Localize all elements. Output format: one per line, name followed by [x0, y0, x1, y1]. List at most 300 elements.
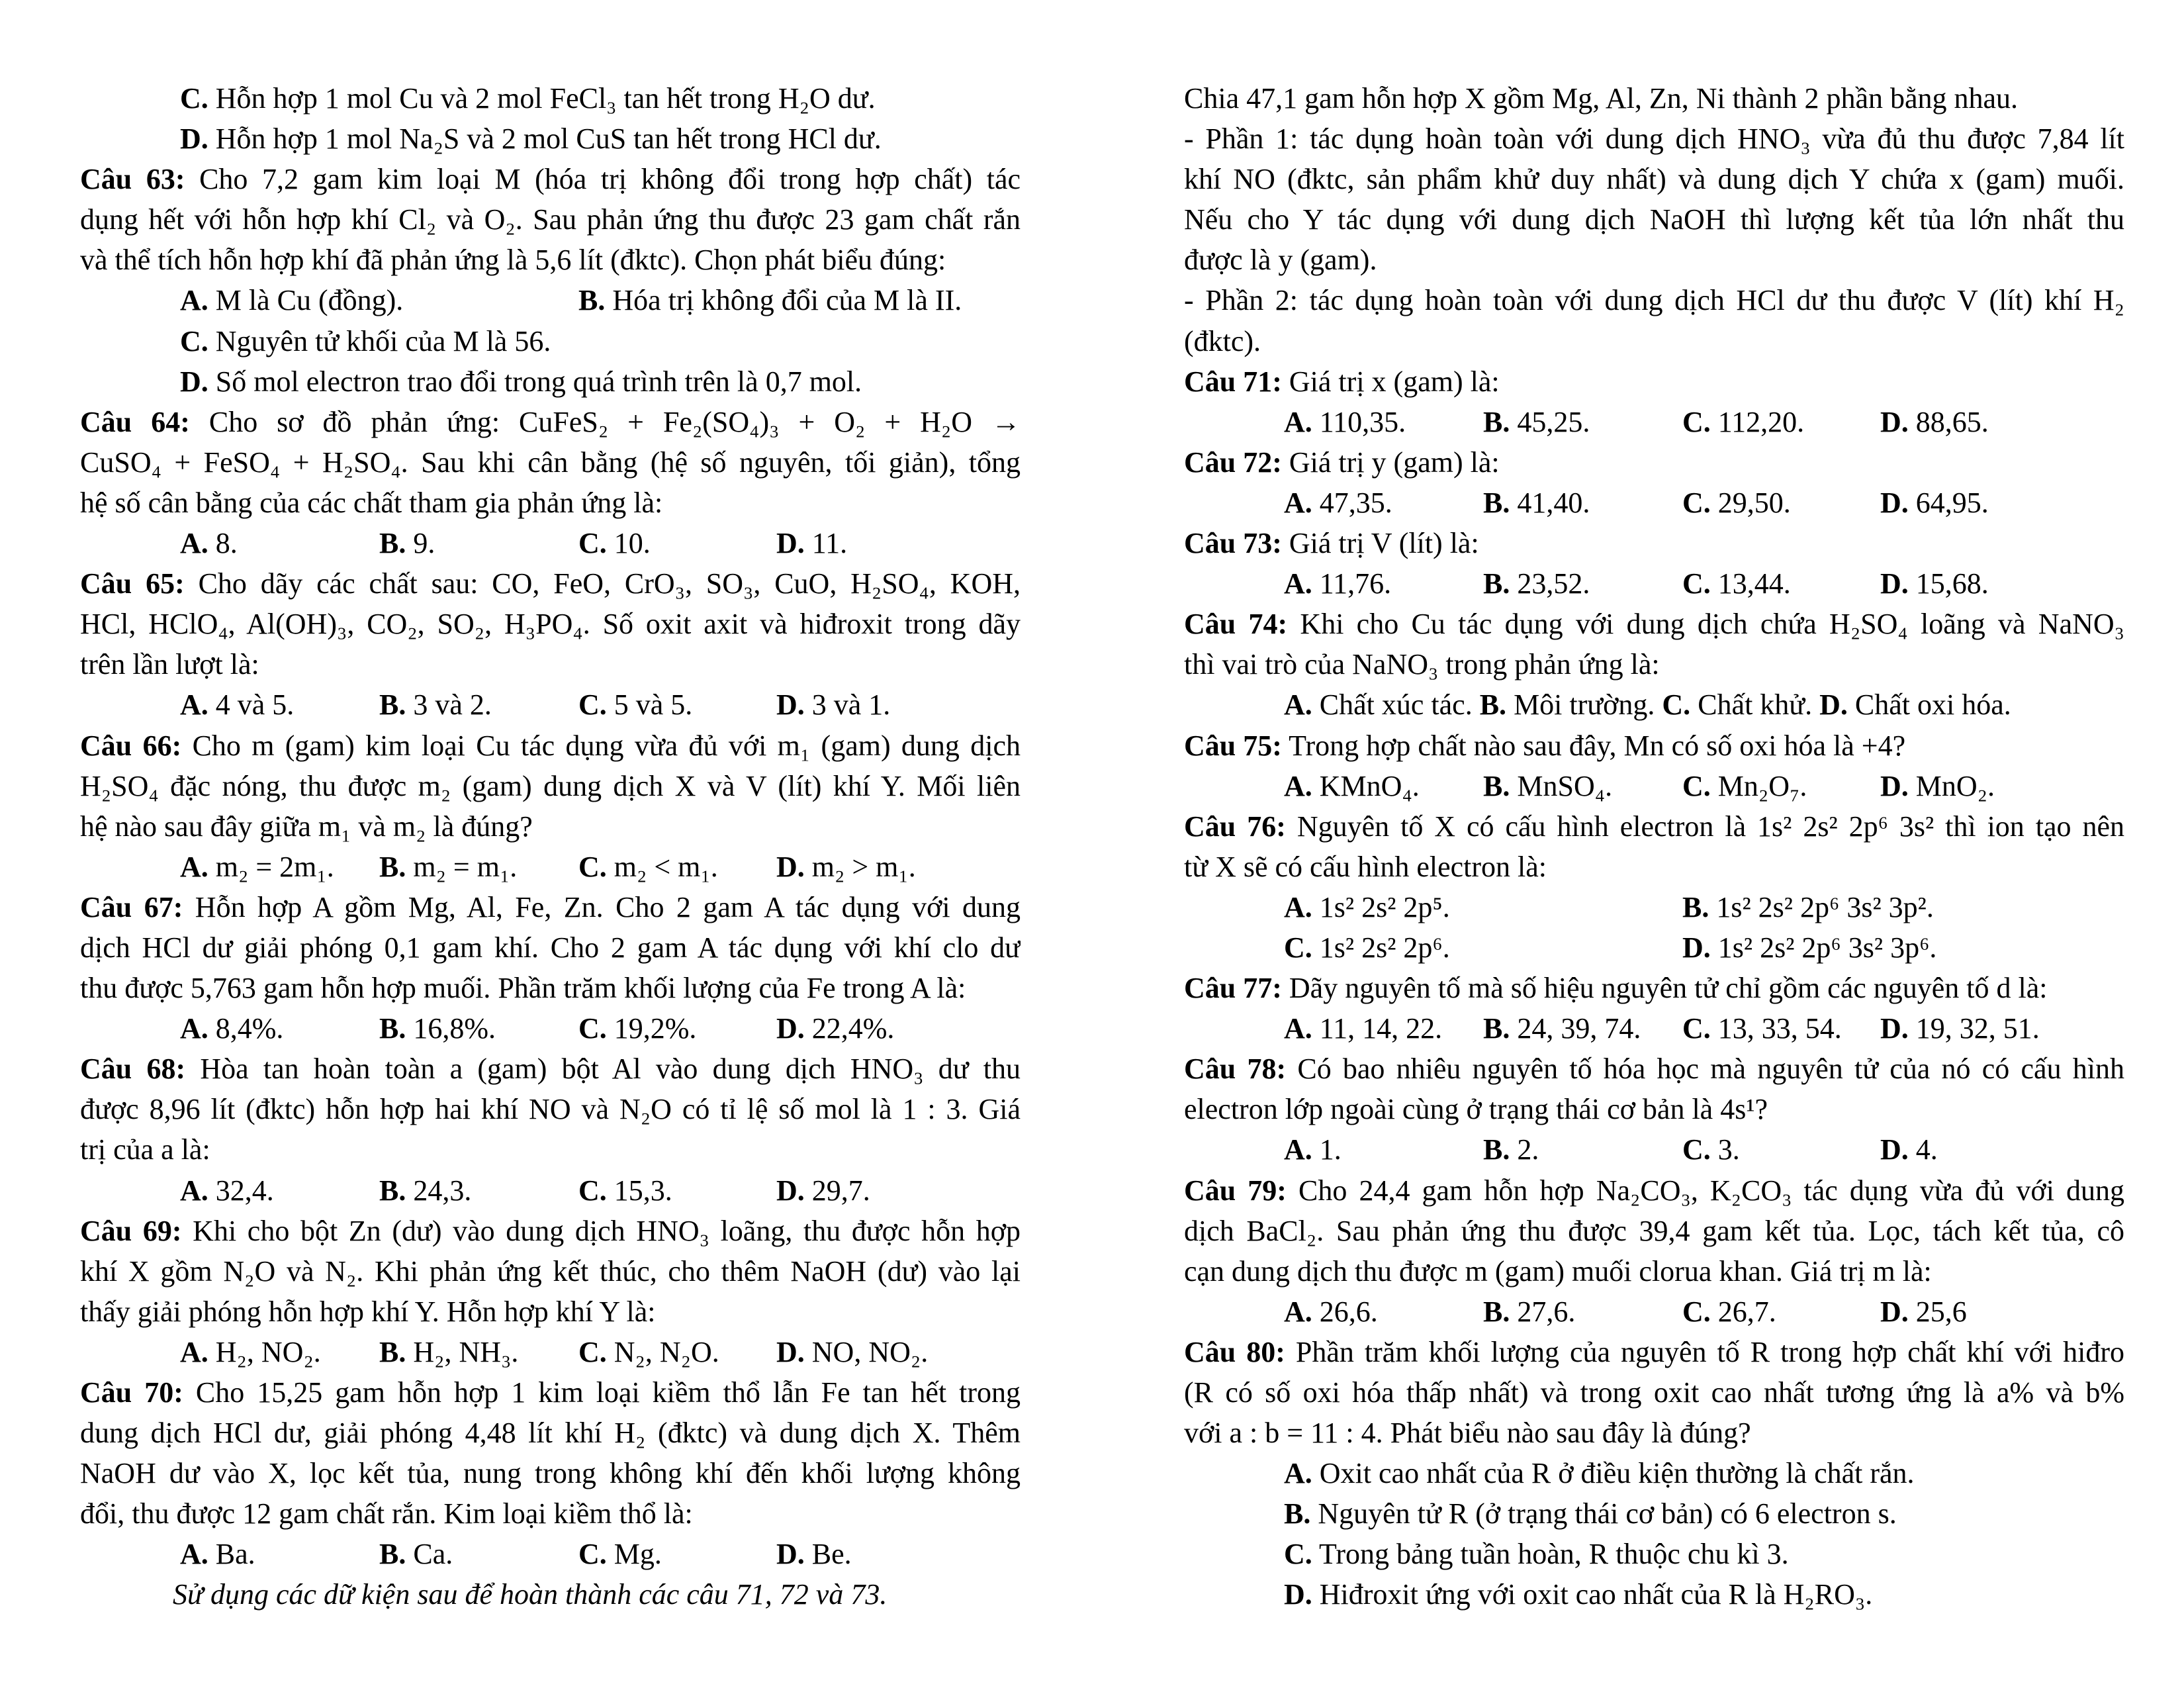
line-text: (đktc).	[1184, 324, 1261, 357]
answer-options-row	[1184, 402, 2124, 442]
answer-option	[1880, 766, 1995, 806]
option-key: A.	[180, 1174, 208, 1207]
line-text: dung dịch HCl dư, giải phóng 4,48 lít khí H₂ (đktc) và dung dịch X. Thêm	[80, 1417, 1021, 1450]
question-line	[1184, 1170, 2124, 1211]
question-line	[1184, 806, 2124, 847]
line-text: Giá trị y (gam) là:	[1289, 445, 1500, 479]
option-text: M là Cu (đồng).	[215, 284, 404, 317]
text-line	[80, 927, 1021, 968]
option-key: C.	[578, 1335, 607, 1368]
question-line	[1184, 523, 2124, 563]
answer-option	[1682, 402, 1804, 442]
answer-option	[80, 118, 1021, 159]
line-text: Cho 7,2 gam kim loại M (hóa trị không đổi trong hợp chất) tác	[199, 163, 1021, 196]
answer-option	[1483, 1008, 1641, 1049]
line-text: electron lớp ngoài cùng ở trạng thái cơ bản là 4s¹?	[1184, 1093, 1768, 1126]
option-text: 19, 32, 51.	[1915, 1012, 2040, 1045]
line-text: HCl, HClO₄, Al(OH)₃, CO₂, SO₂, H₃PO₄. Số oxit axit và hiđroxit trong dãy	[80, 608, 1021, 641]
text-line	[80, 199, 1021, 240]
question-number: Câu 66:	[80, 729, 182, 762]
line-text: Chia 47,1 gam hỗn hợp X gồm Mg, Al, Zn, Ni thành 2 phần bằng nhau.	[1184, 82, 2019, 115]
answer-options-row	[1184, 927, 2124, 968]
text-line	[1184, 280, 2124, 320]
option-text: Ca.	[413, 1538, 453, 1571]
option-key: C.	[578, 688, 607, 722]
line-text: Giá trị x (gam) là:	[1289, 365, 1500, 398]
option-text: m₂ < m₁.	[614, 850, 718, 883]
answer-option	[1284, 402, 1406, 442]
text-line	[1184, 1211, 2124, 1251]
option-key: A.	[180, 527, 208, 560]
text-line	[80, 1453, 1021, 1493]
option-key: D.	[180, 365, 208, 398]
text-line	[1184, 847, 2124, 887]
option-key: C.	[1682, 1295, 1711, 1328]
option-text: 26,6.	[1319, 1295, 1378, 1328]
answer-option	[776, 684, 890, 725]
option-text: 11, 14, 22.	[1319, 1012, 1443, 1045]
answer-option	[578, 280, 962, 320]
answer-option	[80, 321, 1021, 361]
option-text: Mn₂O₇.	[1717, 769, 1807, 802]
option-key: D.	[776, 527, 805, 560]
option-key: B.	[379, 688, 406, 722]
option-text: Trong bảng tuần hoàn, R thuộc chu kì 3.	[1319, 1538, 1789, 1571]
option-text: Hiđroxit ứng với oxit cao nhất của R là H₂RO₃.	[1319, 1578, 1873, 1611]
option-text: Ba.	[215, 1538, 255, 1571]
line-text: trị của a là:	[80, 1133, 210, 1166]
answer-option	[1483, 563, 1590, 604]
option-key: A.	[180, 850, 208, 883]
option-text: 23,52.	[1517, 567, 1590, 600]
line-text: được là y (gam).	[1184, 244, 1377, 277]
option-key: B.	[379, 850, 406, 883]
option-text: 110,35.	[1319, 405, 1406, 438]
answer-option	[379, 523, 435, 563]
option-key: D.	[776, 1538, 805, 1571]
answer-option	[1284, 1129, 1342, 1170]
option-text: 11.	[811, 527, 848, 560]
line-text: Hòa tan hoàn toàn a (gam) bột Al vào dung dịch HNO₃ dư thu	[200, 1053, 1021, 1086]
answer-option	[180, 1534, 255, 1574]
option-key: A.	[1284, 890, 1312, 923]
option-key: D.	[776, 1012, 805, 1045]
question-number: Câu 78:	[1184, 1053, 1287, 1086]
line-text: Cho 24,4 gam hỗn hợp Na₂CO₃, K₂CO₃ tác dụng vừa đủ với dung	[1298, 1174, 2124, 1207]
instruction-note: Sử dụng các dữ kiện sau để hoàn thành các câu 71, 72 và 73.	[173, 1578, 887, 1611]
answer-option	[1483, 766, 1612, 806]
line-text: Giá trị V (lít) là:	[1289, 527, 1479, 560]
answer-option	[180, 847, 334, 887]
option-key: B.	[379, 527, 406, 560]
option-text: Chất xúc tác.	[1319, 688, 1473, 722]
option-text: MnO₂.	[1915, 769, 1995, 802]
answer-option	[1682, 1008, 1842, 1049]
line-text: Phần trăm khối lượng của nguyên tố R trong hợp chất khí với hiđro	[1295, 1335, 2124, 1368]
answer-option	[1880, 563, 1989, 604]
option-text: 4 và 5.	[215, 688, 295, 722]
question-line	[80, 887, 1021, 927]
answer-options-row	[1184, 1291, 2124, 1332]
answer-option	[1880, 1129, 1938, 1170]
text-line	[80, 604, 1021, 644]
option-key: A.	[1284, 486, 1312, 519]
text-line	[1184, 1372, 2124, 1413]
option-text: 32,4.	[215, 1174, 274, 1207]
answer-option	[776, 847, 916, 887]
option-key: B.	[1483, 1295, 1510, 1328]
option-text: m₂ > m₁.	[811, 850, 916, 883]
line-text: được 8,96 lít (đktc) hỗn hợp hai khí NO và N₂O có tỉ lệ số mol là 1 : 3. Giá	[80, 1093, 1021, 1126]
line-text: H₂SO₄ đặc nóng, thu được m₂ (gam) dung dịch X và V (lít) khí Y. Mối liên	[80, 769, 1021, 802]
line-text: - Phần 1: tác dụng hoàn toàn với dung dịch HNO₃ vừa đủ thu được 7,84 lít	[1184, 122, 2124, 156]
option-text: 24,3.	[413, 1174, 472, 1207]
right-column	[1184, 78, 2124, 1615]
option-text: 3.	[1717, 1133, 1740, 1166]
answer-option	[578, 1332, 719, 1372]
question-number: Câu 68:	[80, 1053, 186, 1086]
option-key: B.	[1682, 890, 1709, 923]
question-number: Câu 75:	[1184, 729, 1282, 762]
option-text: Mg.	[614, 1538, 662, 1571]
option-key: C.	[578, 1174, 607, 1207]
text-line	[1184, 1089, 2124, 1129]
option-key: A.	[180, 1012, 208, 1045]
answer-option	[180, 1332, 321, 1372]
option-text: 3 và 1.	[811, 688, 891, 722]
option-text: H₂, NH₃.	[413, 1335, 519, 1368]
line-text: trên lần lượt là:	[80, 648, 259, 681]
text-line	[80, 766, 1021, 806]
line-text: Nếu cho Y tác dụng với dung dịch NaOH thì lượng kết tủa lớn nhất thu	[1184, 203, 2124, 236]
option-key: C.	[1682, 1133, 1711, 1166]
answer-option	[1184, 1534, 2124, 1574]
line-text: - Phần 2: tác dụng hoàn toàn với dung dịch HCl dư thu được V (lít) khí H₂	[1184, 284, 2124, 317]
option-key: C.	[1662, 688, 1691, 722]
option-key: D.	[1880, 567, 1909, 600]
answer-option	[1880, 1008, 2040, 1049]
line-text: đổi, thu được 12 gam chất rắn. Kim loại kiềm thổ là:	[80, 1497, 693, 1530]
line-text: khí NO (đktc, sản phẩm khử duy nhất) và dung dịch Y chứa x (gam) muối.	[1184, 163, 2124, 196]
answer-options-row	[1184, 1129, 2124, 1170]
answer-options-row	[1184, 766, 2124, 806]
line-text: Có bao nhiêu nguyên tố hóa học mà nguyên tử của nó có cấu hình	[1297, 1053, 2124, 1086]
answer-option	[578, 1534, 662, 1574]
option-key: D.	[776, 850, 805, 883]
question-number: Câu 80:	[1184, 1335, 1285, 1368]
answer-option	[379, 1332, 518, 1372]
question-number: Câu 63:	[80, 163, 185, 196]
option-text: 15,68.	[1915, 567, 1989, 600]
option-text: NO, NO₂.	[811, 1335, 929, 1368]
question-line	[1184, 442, 2124, 483]
option-text: Số mol electron trao đổi trong quá trình trên là 0,7 mol.	[215, 365, 862, 398]
option-text: 3 và 2.	[413, 688, 492, 722]
answer-options-row	[1184, 887, 2124, 927]
answer-option	[578, 847, 718, 887]
answer-option	[180, 523, 238, 563]
answer-option	[776, 1008, 894, 1049]
option-text: 15,3.	[614, 1174, 672, 1207]
option-text: 5 và 5.	[614, 688, 693, 722]
answer-option	[80, 361, 1021, 402]
question-line	[1184, 1049, 2124, 1089]
question-number: Câu 64:	[80, 405, 190, 438]
option-text: 29,7.	[811, 1174, 870, 1207]
option-text: Nguyên tử khối của M là 56.	[215, 324, 551, 357]
option-key: A.	[1284, 1012, 1312, 1045]
answer-options-row	[80, 1170, 1021, 1211]
answer-option	[1184, 1493, 2124, 1534]
answer-option	[379, 1008, 496, 1049]
option-text: 4.	[1915, 1133, 1938, 1166]
option-text: Hóa trị không đổi của M là II.	[612, 284, 962, 317]
text-line	[1184, 321, 2124, 361]
question-number: Câu 70:	[80, 1376, 183, 1409]
answer-option	[1880, 402, 1989, 442]
option-key: A.	[1284, 1295, 1312, 1328]
option-text: 19,2%.	[614, 1012, 697, 1045]
option-key: C.	[1284, 1538, 1312, 1571]
answer-option	[1284, 483, 1392, 523]
line-text: thu được 5,763 gam hỗn hợp muối. Phần trăm khối lượng của Fe trong A là:	[80, 972, 966, 1005]
option-key: B.	[578, 284, 606, 317]
line-text: CuSO₄ + FeSO₄ + H₂SO₄. Sau khi cân bằng (hệ số nguyên, tối giản), tổng	[80, 445, 1021, 479]
answer-option	[578, 684, 692, 725]
line-text: và thể tích hỗn hợp khí đã phản ứng là 5,6 lít (đktc). Chọn phát biểu đúng:	[80, 244, 946, 277]
answer-option	[578, 1008, 696, 1049]
option-key: D.	[1880, 1295, 1909, 1328]
option-text: 8,4%.	[215, 1012, 284, 1045]
option-text: 26,7.	[1717, 1295, 1776, 1328]
answer-options-row	[80, 1534, 1021, 1574]
option-key: D.	[1284, 1578, 1312, 1611]
answer-option	[578, 523, 651, 563]
answer-options-row	[80, 523, 1021, 563]
line-text: dịch HCl dư giải phóng 0,1 gam khí. Cho 2 gam A tác dụng với khí clo dư	[80, 931, 1021, 964]
answer-options-row	[80, 280, 1021, 320]
option-key: D.	[1880, 486, 1909, 519]
option-text: 112,20.	[1717, 405, 1805, 438]
answer-option	[776, 1332, 928, 1372]
answer-option	[180, 1170, 274, 1211]
answer-option	[379, 1170, 471, 1211]
text-line	[80, 483, 1021, 523]
option-key: C.	[578, 1012, 607, 1045]
option-key: D.	[1682, 931, 1711, 964]
option-text: 1s² 2s² 2p⁶ 3s² 3p⁶.	[1717, 931, 1937, 964]
option-key: A.	[1284, 1457, 1312, 1490]
question-number: Câu 71:	[1184, 365, 1282, 398]
answer-option	[1682, 483, 1791, 523]
option-key: B.	[1483, 1133, 1510, 1166]
question-number: Câu 73:	[1184, 527, 1282, 560]
answer-option	[1483, 483, 1590, 523]
option-text: MnSO₄.	[1517, 769, 1613, 802]
option-key: A.	[1284, 405, 1312, 438]
option-text: 47,35.	[1319, 486, 1392, 519]
option-text: H₂, NO₂.	[215, 1335, 321, 1368]
text-line	[80, 1493, 1021, 1534]
line-text: từ X sẽ có cấu hình electron là:	[1184, 850, 1547, 883]
answer-option	[180, 280, 403, 320]
line-text: với a : b = 11 : 4. Phát biểu nào sau đây là đúng?	[1184, 1417, 1751, 1450]
option-key: C.	[578, 527, 607, 560]
option-key: D.	[1880, 1012, 1909, 1045]
answer-option	[1880, 1291, 1967, 1332]
text-line	[1184, 199, 2124, 240]
line-text: Cho 15,25 gam hỗn hợp 1 kim loại kiềm thổ lẫn Fe tan hết trong	[195, 1376, 1021, 1409]
question-line	[1184, 1332, 2124, 1372]
answer-option	[1682, 927, 1936, 968]
answer-option	[1682, 766, 1807, 806]
option-key: C.	[1682, 1012, 1711, 1045]
line-text: Cho dãy các chất sau: CO, FeO, CrO₃, SO₃, CuO, H₂SO₄, KOH,	[198, 567, 1021, 600]
answer-option	[80, 78, 1021, 118]
answer-option	[1284, 887, 1450, 927]
answer-options-row	[80, 847, 1021, 887]
option-text: Môi trường.	[1514, 688, 1655, 722]
left-column	[80, 78, 1021, 1615]
option-text: 64,95.	[1915, 486, 1989, 519]
option-text: 29,50.	[1717, 486, 1791, 519]
answer-option	[1682, 1291, 1776, 1332]
option-text: 13, 33, 54.	[1717, 1012, 1842, 1045]
option-key: C.	[1682, 567, 1711, 600]
answer-option	[1184, 1453, 2124, 1493]
option-text: KMnO₄.	[1319, 769, 1420, 802]
answer-option	[776, 1534, 852, 1574]
option-key: C.	[1682, 769, 1711, 802]
option-key: B.	[1483, 769, 1510, 802]
option-text: 16,8%.	[413, 1012, 496, 1045]
text-line	[80, 644, 1021, 684]
answer-option	[1880, 483, 1989, 523]
text-line	[1184, 159, 2124, 199]
answer-options-row	[80, 1332, 1021, 1372]
text-line	[80, 1089, 1021, 1129]
question-line	[80, 1211, 1021, 1251]
text-line	[80, 1129, 1021, 1170]
question-line	[1184, 361, 2124, 402]
text-line	[80, 240, 1021, 280]
option-text: 24, 39, 74.	[1517, 1012, 1641, 1045]
line-text: hệ nào sau đây giữa m₁ và m₂ là đúng?	[80, 810, 533, 843]
question-line	[80, 563, 1021, 604]
answer-option	[180, 1008, 283, 1049]
line-text: cạn dung dịch thu được m (gam) muối clorua khan. Giá trị m là:	[1184, 1254, 1932, 1288]
option-key: B.	[1284, 1497, 1311, 1530]
answer-option	[1284, 766, 1420, 806]
option-text: 22,4%.	[811, 1012, 895, 1045]
option-key: B.	[1483, 1012, 1510, 1045]
option-key: B.	[379, 1538, 406, 1571]
option-key: A.	[1284, 1133, 1312, 1166]
question-number: Câu 67:	[80, 890, 183, 923]
answer-options-row	[1184, 1008, 2124, 1049]
option-text: 27,6.	[1517, 1295, 1576, 1328]
answer-option	[1483, 1291, 1575, 1332]
answer-option	[776, 523, 847, 563]
option-key: A.	[180, 688, 208, 722]
option-text: 2.	[1517, 1133, 1539, 1166]
question-number: Câu 72:	[1184, 445, 1282, 479]
option-key: A.	[1284, 769, 1312, 802]
option-text: Hỗn hợp 1 mol Na₂S và 2 mol CuS tan hết trong HCl dư.	[215, 122, 882, 156]
question-number: Câu 65:	[80, 567, 185, 600]
text-line	[80, 1291, 1021, 1332]
option-key: C.	[180, 324, 208, 357]
question-line	[1184, 604, 2124, 644]
line-text: (R có số oxi hóa thấp nhất) và trong oxit cao nhất tương ứng là a% và b%	[1184, 1376, 2124, 1409]
answer-option	[1284, 927, 1450, 968]
option-text: 25,6	[1915, 1295, 1967, 1328]
answer-options-row	[1184, 483, 2124, 523]
line-text: Khi cho Cu tác dụng với dung dịch chứa H₂SO₄ loãng và NaNO₃	[1300, 608, 2124, 641]
option-key: B.	[379, 1174, 406, 1207]
text-line	[1184, 78, 2124, 118]
line-text: NaOH dư vào X, lọc kết tủa, nung trong không khí đến khối lượng không	[80, 1457, 1021, 1490]
option-key: D.	[1880, 405, 1909, 438]
line-text: dụng hết với hỗn hợp khí Cl₂ và O₂. Sau phản ứng thu được 23 gam chất rắn	[80, 203, 1021, 236]
answer-option	[379, 684, 492, 725]
option-key: D.	[1880, 769, 1909, 802]
question-number: Câu 76:	[1184, 810, 1286, 843]
option-key: B.	[1483, 405, 1510, 438]
question-number: Câu 77:	[1184, 972, 1282, 1005]
option-key: D.	[776, 688, 805, 722]
option-key: B.	[1483, 486, 1510, 519]
option-key: B.	[379, 1335, 406, 1368]
answer-option	[1682, 887, 1934, 927]
option-text: 13,44.	[1717, 567, 1791, 600]
option-text: 10.	[614, 527, 651, 560]
option-key: C.	[578, 1538, 607, 1571]
option-text: 41,40.	[1517, 486, 1590, 519]
option-text: 1s² 2s² 2p⁵.	[1319, 890, 1450, 923]
question-line	[1184, 726, 2124, 766]
line-text: dịch BaCl₂. Sau phản ứng thu được 39,4 gam kết tủa. Lọc, tách kết tủa, cô	[1184, 1214, 2124, 1247]
answer-option	[578, 1170, 672, 1211]
text-line	[1184, 240, 2124, 280]
option-text: m₂ = m₁.	[413, 850, 518, 883]
question-number: Câu 79:	[1184, 1174, 1287, 1207]
option-text: 45,25.	[1517, 405, 1590, 438]
text-line	[80, 968, 1021, 1008]
option-text: 1s² 2s² 2p⁶.	[1319, 931, 1450, 964]
answer-option	[1682, 1129, 1740, 1170]
line-text: Dãy nguyên tố mà số hiệu nguyên tử chỉ gồm các nguyên tố d là:	[1289, 972, 2048, 1005]
option-key: A.	[1284, 567, 1312, 600]
question-line	[80, 1372, 1021, 1413]
option-key: A.	[1284, 688, 1312, 722]
option-text: 9.	[413, 527, 435, 560]
question-number: Câu 69:	[80, 1214, 182, 1247]
answer-option	[1682, 563, 1791, 604]
answer-option	[379, 1534, 453, 1574]
option-text: 1s² 2s² 2p⁶ 3s² 3p².	[1716, 890, 1934, 923]
question-line	[80, 726, 1021, 766]
text-line	[80, 806, 1021, 847]
option-key: B.	[379, 1012, 406, 1045]
option-key: D.	[776, 1174, 805, 1207]
option-key: A.	[180, 1335, 208, 1368]
question-line	[80, 1049, 1021, 1089]
option-key: B.	[1483, 567, 1510, 600]
line-text: hệ số cân bằng của các chất tham gia phản ứng là:	[80, 486, 663, 519]
text-line	[1184, 118, 2124, 159]
option-text: 11,76.	[1319, 567, 1392, 600]
